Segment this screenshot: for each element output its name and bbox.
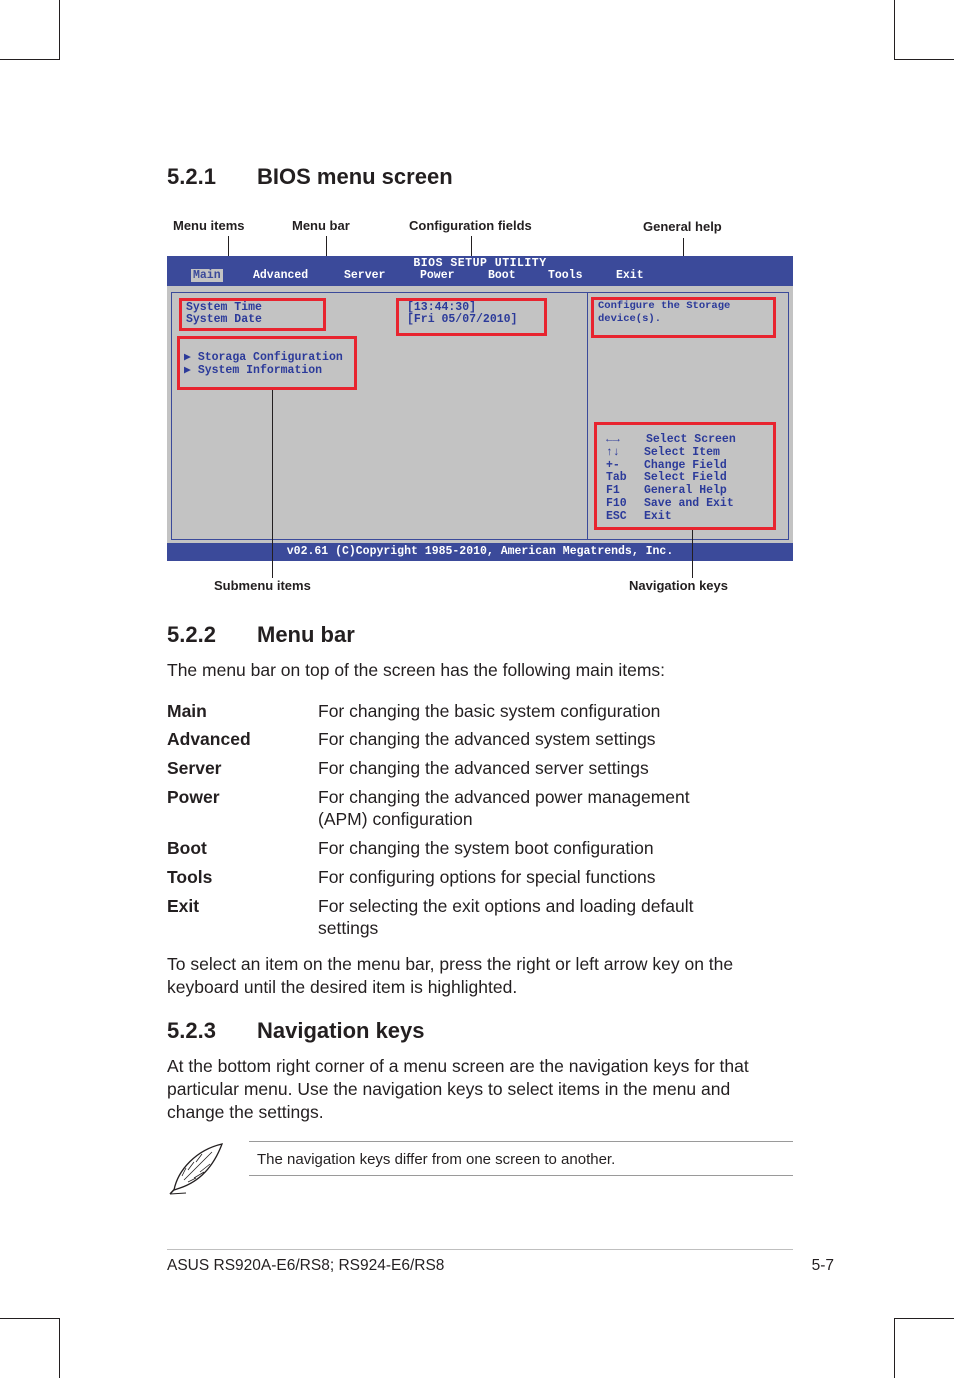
menu-desc: For changing the advanced server settings <box>318 758 649 778</box>
section-title: Menu bar <box>257 622 355 647</box>
submenu-label: Storaga Configuration <box>197 351 343 364</box>
navigation-keys-text: At the bottom right corner of a menu screen are the navigation keys for that particular menu. Use the navigation keys to select items in the menu and change the settings. <box>167 1056 749 1122</box>
nav-key: Tab <box>606 471 627 485</box>
footer-product: ASUS RS920A-E6/RS8; RS924-E6/RS8 <box>167 1257 445 1274</box>
bios-menu-server[interactable]: Server <box>344 269 386 282</box>
crop-mark <box>894 59 954 60</box>
bios-copyright-bar: v02.61 (C)Copyright 1985-2010, American Megatrends, Inc. <box>167 543 793 561</box>
crop-mark <box>894 1318 895 1378</box>
feather-pen-icon <box>166 1140 226 1196</box>
menu-desc: For selecting the exit options and loading default settings <box>318 896 694 938</box>
nav-action: Select Item <box>644 445 720 459</box>
callout-line <box>692 530 693 578</box>
section-heading-menu-bar <box>167 622 355 648</box>
nav-action: Save and Exit <box>644 497 734 510</box>
callout-general-help: General help <box>643 219 722 234</box>
section-number: 5.2.1 <box>167 164 216 189</box>
nav-action: General Help <box>644 484 727 498</box>
menu-desc: For changing the advanced system settings <box>318 729 656 749</box>
menu-desc: For changing the basic system configuration <box>318 701 661 721</box>
note-rule-bottom <box>249 1175 793 1176</box>
nav-key: +- <box>606 458 620 472</box>
crop-mark <box>894 0 895 60</box>
triangle-right-icon: ▶ <box>184 364 198 377</box>
bios-divider <box>587 292 588 540</box>
crop-mark <box>0 1318 60 1319</box>
menu-name: Main <box>167 701 207 721</box>
note-text: The navigation keys differ from one screen to another. <box>257 1151 616 1168</box>
bios-menu-tools[interactable]: Tools <box>548 269 583 282</box>
triangle-right-icon: ▶ <box>184 351 198 364</box>
bios-item-system-date[interactable]: System Date <box>186 313 262 326</box>
nav-key: F1 <box>606 484 620 498</box>
nav-action: Select Field <box>644 471 727 485</box>
note-rule-top <box>249 1141 793 1142</box>
crop-mark <box>59 1318 60 1378</box>
menu-name: Exit <box>167 896 200 916</box>
menu-name: Boot <box>167 838 207 858</box>
highlight-submenu-items <box>177 336 357 390</box>
submenu-label: System Information <box>197 364 323 377</box>
crop-mark <box>0 59 60 60</box>
bios-value-date[interactable]: [Fri 05/07/2010] <box>407 313 518 326</box>
menu-desc: For configuring options for special functions <box>318 867 656 887</box>
bios-value-time[interactable]: [13:44:30] <box>407 301 477 314</box>
bios-menu-power[interactable]: Power <box>420 269 455 282</box>
menu-desc: For changing the advanced power management (APM) configuration <box>318 787 690 829</box>
section-number: 5.2.3 <box>167 1018 216 1043</box>
section-heading-navigation-keys <box>167 1018 425 1044</box>
nav-key: ↑↓ <box>606 445 620 459</box>
section-heading-bios-menu-screen <box>167 164 453 190</box>
footer-rule <box>167 1249 793 1250</box>
bios-help-line: Configure the Storage <box>598 300 731 312</box>
footer-page-number: 5-7 <box>811 1257 834 1274</box>
bios-title: BIOS SETUP UTILITY <box>413 257 547 270</box>
menu-name: Power <box>167 787 220 807</box>
highlight-nav-keys <box>594 422 776 530</box>
nav-action: Select Screen <box>646 433 736 446</box>
callout-configuration-fields: Configuration fields <box>409 218 532 233</box>
bios-menu-exit[interactable]: Exit <box>616 269 644 282</box>
section-title: Navigation keys <box>257 1018 425 1043</box>
menu-name: Tools <box>167 867 213 887</box>
section-number: 5.2.2 <box>167 622 216 647</box>
bios-menu-advanced[interactable]: Advanced <box>253 269 309 282</box>
nav-key: ←→ <box>606 433 620 446</box>
menu-desc: For changing the system boot configuration <box>318 838 654 858</box>
callout-menu-items: Menu items <box>173 218 245 233</box>
bios-menu-main[interactable]: Main <box>193 269 221 282</box>
nav-key: F10 <box>606 497 627 510</box>
bios-help-line: device(s). <box>598 313 662 325</box>
menu-name: Server <box>167 758 222 778</box>
highlight-config-fields <box>396 298 547 336</box>
menu-bar-outro: To select an item on the menu bar, press the right or left arrow key on the keyboard until the desired item is highlighted. <box>167 954 734 997</box>
nav-action: Exit <box>644 509 672 523</box>
section-title: BIOS menu screen <box>257 164 453 189</box>
callout-menu-bar: Menu bar <box>292 218 350 233</box>
callout-navigation-keys: Navigation keys <box>629 578 728 593</box>
menu-bar-intro: The menu bar on top of the screen has the following main items: <box>167 660 666 680</box>
crop-mark <box>59 0 60 60</box>
callout-line <box>272 390 273 578</box>
callout-submenu-items: Submenu items <box>214 578 311 593</box>
bios-item-system-time[interactable]: System Time <box>186 301 262 314</box>
bios-menu-boot[interactable]: Boot <box>488 269 516 282</box>
crop-mark <box>894 1318 954 1319</box>
nav-action: Change Field <box>644 458 727 472</box>
highlight-menu-items <box>179 298 326 331</box>
highlight-general-help <box>591 297 776 338</box>
menu-name: Advanced <box>167 729 251 749</box>
nav-key: ESC <box>606 509 627 523</box>
